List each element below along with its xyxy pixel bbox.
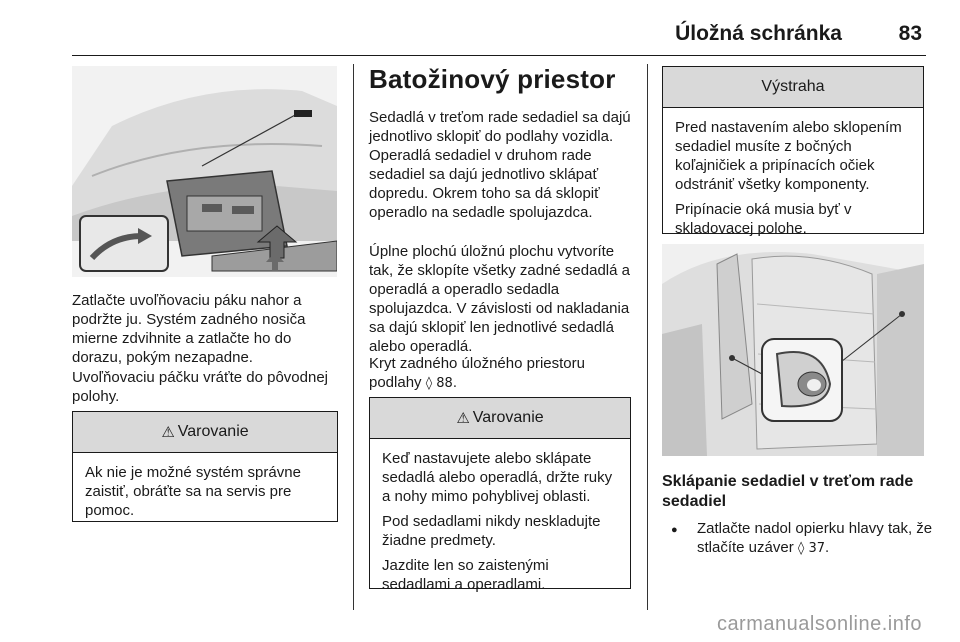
middle-warning-text-2: Pod sedadlami nikdy neskladujte žiadne predmety. (382, 513, 601, 549)
bullet-dot-icon: ● (671, 524, 678, 536)
left-paragraph-2: Uvoľňovaciu páčku vráťte do pôvodnej polohy. (72, 369, 328, 405)
middle-warning-heading: Varovanie (472, 409, 544, 426)
list-item (671, 519, 941, 559)
left-warning-heading: Varovanie (177, 423, 249, 440)
section-heading: Batožinový priestor (369, 64, 616, 94)
middle-warning-text-1: Keď nastavujete alebo sklápate sedadlá alebo operadlá, držte ruky a nohy mimo pohyblivej oblasti. (382, 450, 613, 505)
left-warning-box (72, 411, 338, 522)
bullet-text (697, 519, 937, 558)
caution-text-1: Pred nastavením alebo sklopením sedadiel musíte z bočných koľajničiek a pripínacích očiek odstrániť všetky komponenty. (675, 119, 902, 193)
left-warning-header (73, 412, 337, 453)
middle-paragraph-3-text: Kryt zadného úložného priestoru podlahy (369, 355, 585, 391)
middle-warning-text-3: Jazdite len so zaistenými sedadlami a operadlami. (382, 557, 549, 593)
watermark: carmanualsonline.info (716, 613, 922, 635)
page-number: 83 (898, 22, 922, 45)
caution-box (662, 66, 924, 237)
middle-paragraph-2: Úplne plochú úložnú plochu vytvoríte tak, že sklopíte všetky zadné sedadlá a operadlá a operadlo sedadla spolujazdca. V závislosti od nakladania sa dajú sklopiť len jednotlivé sedadlá alebo operadlá. (369, 243, 630, 355)
subsection-heading: Sklápanie sedadiel v treťom rade sedadiel (662, 473, 914, 510)
middle-paragraph-3 (369, 354, 635, 393)
caution-text-2: Pripínacie oká musia byť v skladovacej polohe. (675, 201, 852, 237)
bullet-text-body: Zatlačte nadol opierku hlavy tak, že stlačíte uzáver (697, 520, 933, 556)
column-divider-left (353, 64, 354, 610)
page-header (0, 0, 960, 58)
caution-heading: Výstraha (761, 78, 825, 95)
middle-warning-header (370, 398, 630, 439)
trunk-carrier-illustration (72, 66, 337, 277)
page-reference-icon[interactable]: ◊ 37. (797, 541, 830, 556)
header-rule (72, 55, 926, 56)
left-warning-text: Ak nie je možné systém správne zaistiť, obráťte sa na servis pre pomoc. (85, 464, 301, 519)
cargo-area-illustration (662, 244, 924, 456)
middle-warning-box (369, 397, 631, 593)
left-paragraph-1: Zatlačte uvoľňovaciu páku nahor a podržte ju. Systém zadného nosiča mierne zdvihnite a zatlačte ho do dorazu, pokým nezapadne. (72, 292, 306, 366)
warning-triangle-icon: ⚠ (161, 424, 175, 441)
warning-triangle-icon: ⚠ (456, 410, 470, 427)
page-title: Úložná schránka (675, 22, 842, 45)
caution-header (663, 67, 923, 108)
page-reference-icon[interactable]: ◊ 88. (425, 376, 457, 391)
middle-paragraph-1: Sedadlá v treťom rade sedadiel sa dajú jednotlivo sklopiť do podlahy vozidla. Operadlá sedadiel v druhom rade sedadiel sa dajú jednotlivo sklápať dopredu. Okrem toho sa dá sklopiť operadlo na sedadle spolujazdca. (369, 109, 631, 221)
column-divider-right (647, 64, 648, 610)
